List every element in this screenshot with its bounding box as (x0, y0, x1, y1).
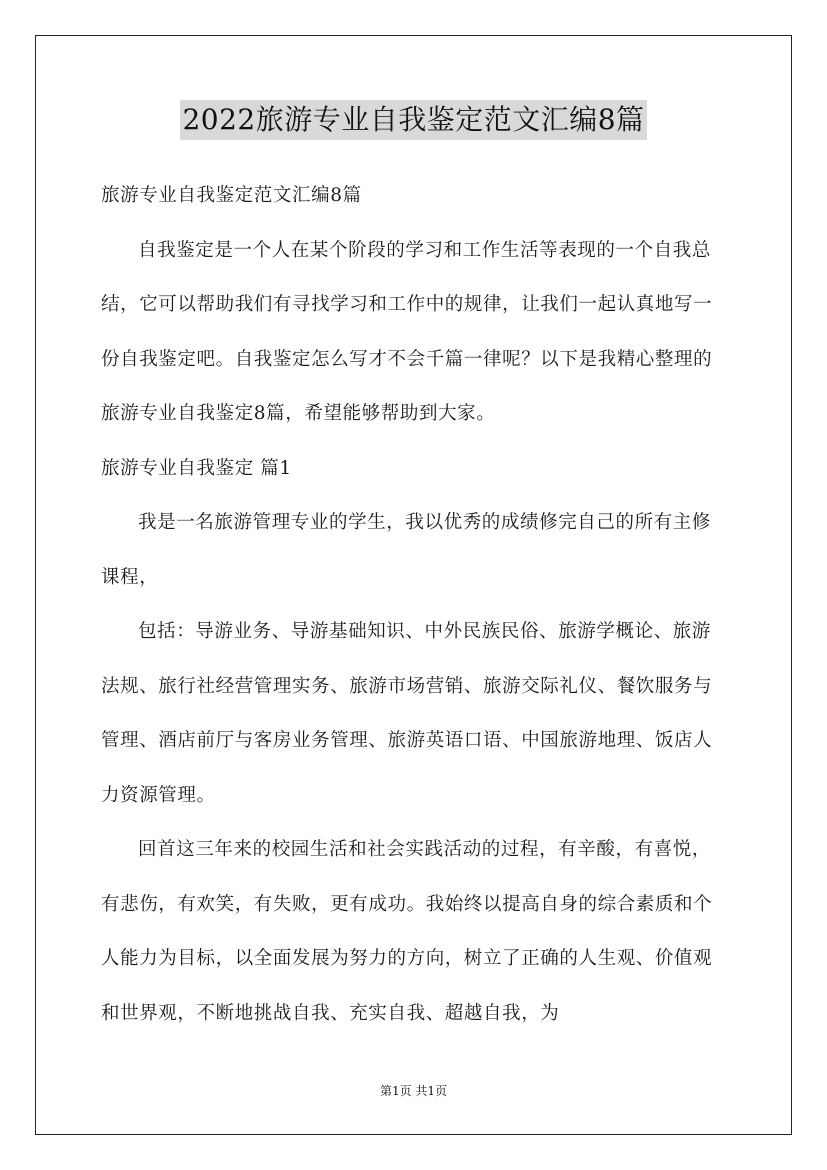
course-list-paragraph: 包括：导游业务、导游基础知识、中外民族民俗、旅游学概论、旅游法规、旅行社经营管理实务、旅游市场营销、旅游交际礼仪、餐饮服务与管理、酒店前厅与客房业务管理、旅游英语口语、中国旅游地理、饭店人力资源管理。 (101, 621, 713, 806)
intro-paragraph: 自我鉴定是一个人在某个阶段的学习和工作生活等表现的一个自我总结，它可以帮助我们有寻找学习和工作中的规律，让我们一起认真地写一份自我鉴定吧。自我鉴定怎么写才不会千篇一律呢？以下是我精心整理的旅游专业自我鉴定8篇，希望能够帮助到大家。 (101, 239, 713, 424)
document-body (101, 169, 729, 1041)
reflection-paragraph: 回首这三年来的校园生活和社会实践活动的过程，有辛酸，有喜悦，有悲伤，有欢笑，有失败，更有成功。我始终以提高自身的综合素质和个人能力为目标，以全面发展为努力的方向，树立了正确的人生观、价值观和世界观，不断地挑战自我、充实自我、超越自我，为 (101, 839, 713, 1024)
section-heading: 旅游专业自我鉴定 篇1 (101, 457, 292, 479)
document-title: 2022旅游专业自我鉴定范文汇编8篇 (180, 100, 646, 140)
subtitle-paragraph: 旅游专业自我鉴定范文汇编8篇 (101, 185, 362, 206)
body-paragraph: 我是一名旅游管理专业的学生，我以优秀的成绩修完自己的所有主修课程， (101, 512, 712, 588)
page-footer: 第1页 共1页 (379, 1084, 448, 1098)
title-container (0, 100, 827, 140)
